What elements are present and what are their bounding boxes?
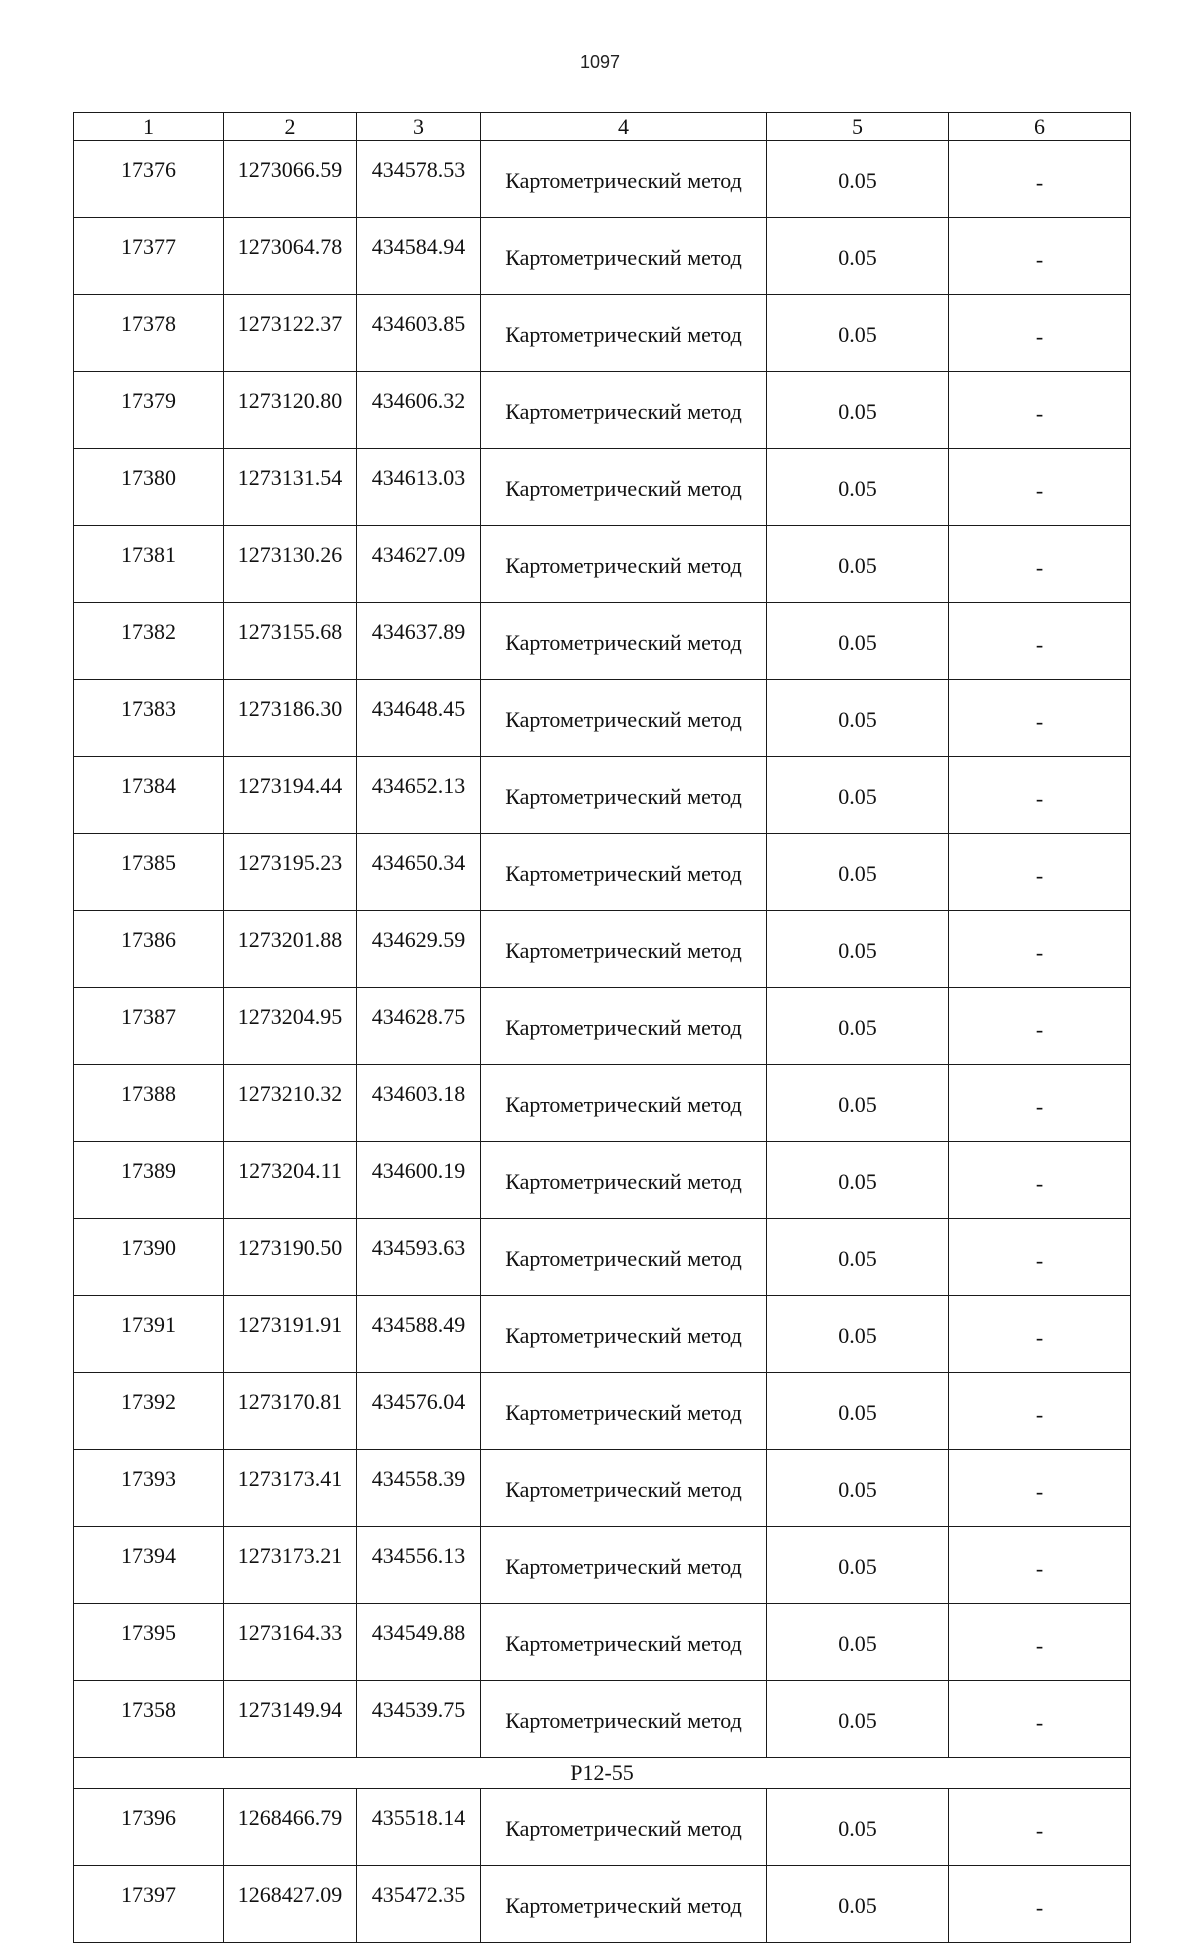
table-row: [74, 1681, 1131, 1758]
note-cell: -: [949, 295, 1131, 372]
y-coordinate-cell: 434578.53: [357, 141, 481, 218]
page-number: 1097: [579, 52, 621, 72]
accuracy-cell: 0.05: [767, 141, 949, 218]
point-number-cell: 17396: [74, 1789, 224, 1866]
accuracy-cell: 0.05: [767, 757, 949, 834]
header-row: [74, 113, 1131, 141]
accuracy-cell: 0.05: [767, 1373, 949, 1450]
method-cell: Картометрический метод: [481, 680, 767, 757]
method-cell: Картометрический метод: [481, 1604, 767, 1681]
point-number-cell: 17394: [74, 1527, 224, 1604]
method-cell: Картометрический метод: [481, 1142, 767, 1219]
x-coordinate-cell: 1273190.50: [224, 1219, 357, 1296]
y-coordinate-cell: 434593.63: [357, 1219, 481, 1296]
coordinates-table: [73, 112, 1131, 1943]
method-cell: Картометрический метод: [481, 526, 767, 603]
point-number-cell: 17391: [74, 1296, 224, 1373]
table-row: [74, 526, 1131, 603]
method-cell: Картометрический метод: [481, 1065, 767, 1142]
method-cell: Картометрический метод: [481, 757, 767, 834]
accuracy-cell: 0.05: [767, 1450, 949, 1527]
x-coordinate-cell: 1273155.68: [224, 603, 357, 680]
note-cell: -: [949, 372, 1131, 449]
table-row: [74, 295, 1131, 372]
x-coordinate-cell: 1273122.37: [224, 295, 357, 372]
table-row: [74, 1450, 1131, 1527]
accuracy-cell: 0.05: [767, 911, 949, 988]
accuracy-cell: 0.05: [767, 218, 949, 295]
method-cell: Картометрический метод: [481, 295, 767, 372]
table-row: [74, 1789, 1131, 1866]
y-coordinate-cell: 434576.04: [357, 1373, 481, 1450]
table-row: [74, 1866, 1131, 1943]
table-row: [74, 1296, 1131, 1373]
column-header: 2: [224, 113, 357, 141]
note-cell: -: [949, 526, 1131, 603]
x-coordinate-cell: 1273173.21: [224, 1527, 357, 1604]
point-number-cell: 17390: [74, 1219, 224, 1296]
note-cell: -: [949, 1450, 1131, 1527]
section-label: Р12-55: [74, 1758, 1131, 1789]
table-row: [74, 911, 1131, 988]
point-number-cell: 17385: [74, 834, 224, 911]
point-number-cell: 17389: [74, 1142, 224, 1219]
table-row: [74, 1219, 1131, 1296]
x-coordinate-cell: 1273173.41: [224, 1450, 357, 1527]
y-coordinate-cell: 434648.45: [357, 680, 481, 757]
x-coordinate-cell: 1273204.95: [224, 988, 357, 1065]
x-coordinate-cell: 1273149.94: [224, 1681, 357, 1758]
note-cell: -: [949, 680, 1131, 757]
y-coordinate-cell: 434652.13: [357, 757, 481, 834]
table-row: [74, 449, 1131, 526]
y-coordinate-cell: 434627.09: [357, 526, 481, 603]
y-coordinate-cell: 434603.85: [357, 295, 481, 372]
note-cell: -: [949, 1681, 1131, 1758]
y-coordinate-cell: 434584.94: [357, 218, 481, 295]
point-number-cell: 17378: [74, 295, 224, 372]
x-coordinate-cell: 1273191.91: [224, 1296, 357, 1373]
accuracy-cell: 0.05: [767, 1789, 949, 1866]
note-cell: -: [949, 449, 1131, 526]
method-cell: Картометрический метод: [481, 1373, 767, 1450]
table-row: [74, 218, 1131, 295]
accuracy-cell: 0.05: [767, 372, 949, 449]
point-number-cell: 17381: [74, 526, 224, 603]
table-row: [74, 1065, 1131, 1142]
section-row: [74, 1758, 1131, 1789]
table-body: [74, 141, 1131, 1943]
y-coordinate-cell: 434558.39: [357, 1450, 481, 1527]
table-row: [74, 834, 1131, 911]
y-coordinate-cell: 434600.19: [357, 1142, 481, 1219]
x-coordinate-cell: 1273131.54: [224, 449, 357, 526]
table-row: [74, 680, 1131, 757]
table-row: [74, 988, 1131, 1065]
table-row: [74, 1142, 1131, 1219]
table-row: [74, 141, 1131, 218]
note-cell: -: [949, 834, 1131, 911]
method-cell: Картометрический метод: [481, 1789, 767, 1866]
x-coordinate-cell: 1273186.30: [224, 680, 357, 757]
point-number-cell: 17383: [74, 680, 224, 757]
method-cell: Картометрический метод: [481, 603, 767, 680]
method-cell: Картометрический метод: [481, 834, 767, 911]
x-coordinate-cell: 1273195.23: [224, 834, 357, 911]
method-cell: Картометрический метод: [481, 1527, 767, 1604]
table-row: [74, 1527, 1131, 1604]
y-coordinate-cell: 435518.14: [357, 1789, 481, 1866]
x-coordinate-cell: 1273066.59: [224, 141, 357, 218]
method-cell: Картометрический метод: [481, 1219, 767, 1296]
y-coordinate-cell: 434629.59: [357, 911, 481, 988]
y-coordinate-cell: 434539.75: [357, 1681, 481, 1758]
accuracy-cell: 0.05: [767, 603, 949, 680]
method-cell: Картометрический метод: [481, 988, 767, 1065]
x-coordinate-cell: 1273120.80: [224, 372, 357, 449]
y-coordinate-cell: 434588.49: [357, 1296, 481, 1373]
note-cell: -: [949, 1789, 1131, 1866]
accuracy-cell: 0.05: [767, 295, 949, 372]
accuracy-cell: 0.05: [767, 834, 949, 911]
accuracy-cell: 0.05: [767, 1866, 949, 1943]
method-cell: Картометрический метод: [481, 1296, 767, 1373]
table-row: [74, 372, 1131, 449]
method-cell: Картометрический метод: [481, 1866, 767, 1943]
note-cell: -: [949, 603, 1131, 680]
accuracy-cell: 0.05: [767, 449, 949, 526]
point-number-cell: 17379: [74, 372, 224, 449]
y-coordinate-cell: 434650.34: [357, 834, 481, 911]
column-header: 6: [949, 113, 1131, 141]
accuracy-cell: 0.05: [767, 1065, 949, 1142]
y-coordinate-cell: 434556.13: [357, 1527, 481, 1604]
column-header: 3: [357, 113, 481, 141]
method-cell: Картометрический метод: [481, 372, 767, 449]
note-cell: -: [949, 911, 1131, 988]
y-coordinate-cell: 434603.18: [357, 1065, 481, 1142]
y-coordinate-cell: 434549.88: [357, 1604, 481, 1681]
point-number-cell: 17388: [74, 1065, 224, 1142]
method-cell: Картометрический метод: [481, 1450, 767, 1527]
x-coordinate-cell: 1273201.88: [224, 911, 357, 988]
x-coordinate-cell: 1273170.81: [224, 1373, 357, 1450]
point-number-cell: 17392: [74, 1373, 224, 1450]
x-coordinate-cell: 1273194.44: [224, 757, 357, 834]
note-cell: -: [949, 757, 1131, 834]
point-number-cell: 17358: [74, 1681, 224, 1758]
x-coordinate-cell: 1273130.26: [224, 526, 357, 603]
x-coordinate-cell: 1273164.33: [224, 1604, 357, 1681]
note-cell: -: [949, 1142, 1131, 1219]
note-cell: -: [949, 141, 1131, 218]
point-number-cell: 17376: [74, 141, 224, 218]
point-number-cell: 17395: [74, 1604, 224, 1681]
note-cell: -: [949, 1866, 1131, 1943]
x-coordinate-cell: 1268466.79: [224, 1789, 357, 1866]
column-header: 1: [74, 113, 224, 141]
y-coordinate-cell: 434628.75: [357, 988, 481, 1065]
point-number-cell: 17377: [74, 218, 224, 295]
point-number-cell: 17397: [74, 1866, 224, 1943]
note-cell: -: [949, 1296, 1131, 1373]
y-coordinate-cell: 435472.35: [357, 1866, 481, 1943]
y-coordinate-cell: 434613.03: [357, 449, 481, 526]
point-number-cell: 17393: [74, 1450, 224, 1527]
point-number-cell: 17380: [74, 449, 224, 526]
accuracy-cell: 0.05: [767, 988, 949, 1065]
column-header: 5: [767, 113, 949, 141]
note-cell: -: [949, 1219, 1131, 1296]
accuracy-cell: 0.05: [767, 1142, 949, 1219]
column-header: 4: [481, 113, 767, 141]
x-coordinate-cell: 1273064.78: [224, 218, 357, 295]
note-cell: -: [949, 218, 1131, 295]
point-number-cell: 17387: [74, 988, 224, 1065]
accuracy-cell: 0.05: [767, 1527, 949, 1604]
accuracy-cell: 0.05: [767, 526, 949, 603]
note-cell: -: [949, 1604, 1131, 1681]
table-row: [74, 603, 1131, 680]
point-number-cell: 17382: [74, 603, 224, 680]
y-coordinate-cell: 434606.32: [357, 372, 481, 449]
table-row: [74, 1373, 1131, 1450]
note-cell: -: [949, 1373, 1131, 1450]
accuracy-cell: 0.05: [767, 680, 949, 757]
point-number-cell: 17384: [74, 757, 224, 834]
y-coordinate-cell: 434637.89: [357, 603, 481, 680]
method-cell: Картометрический метод: [481, 911, 767, 988]
note-cell: -: [949, 988, 1131, 1065]
table-row: [74, 757, 1131, 834]
note-cell: -: [949, 1065, 1131, 1142]
accuracy-cell: 0.05: [767, 1604, 949, 1681]
method-cell: Картометрический метод: [481, 141, 767, 218]
method-cell: Картометрический метод: [481, 218, 767, 295]
x-coordinate-cell: 1273204.11: [224, 1142, 357, 1219]
method-cell: Картометрический метод: [481, 1681, 767, 1758]
x-coordinate-cell: 1273210.32: [224, 1065, 357, 1142]
point-number-cell: 17386: [74, 911, 224, 988]
accuracy-cell: 0.05: [767, 1296, 949, 1373]
accuracy-cell: 0.05: [767, 1681, 949, 1758]
method-cell: Картометрический метод: [481, 449, 767, 526]
accuracy-cell: 0.05: [767, 1219, 949, 1296]
table-row: [74, 1604, 1131, 1681]
note-cell: -: [949, 1527, 1131, 1604]
x-coordinate-cell: 1268427.09: [224, 1866, 357, 1943]
